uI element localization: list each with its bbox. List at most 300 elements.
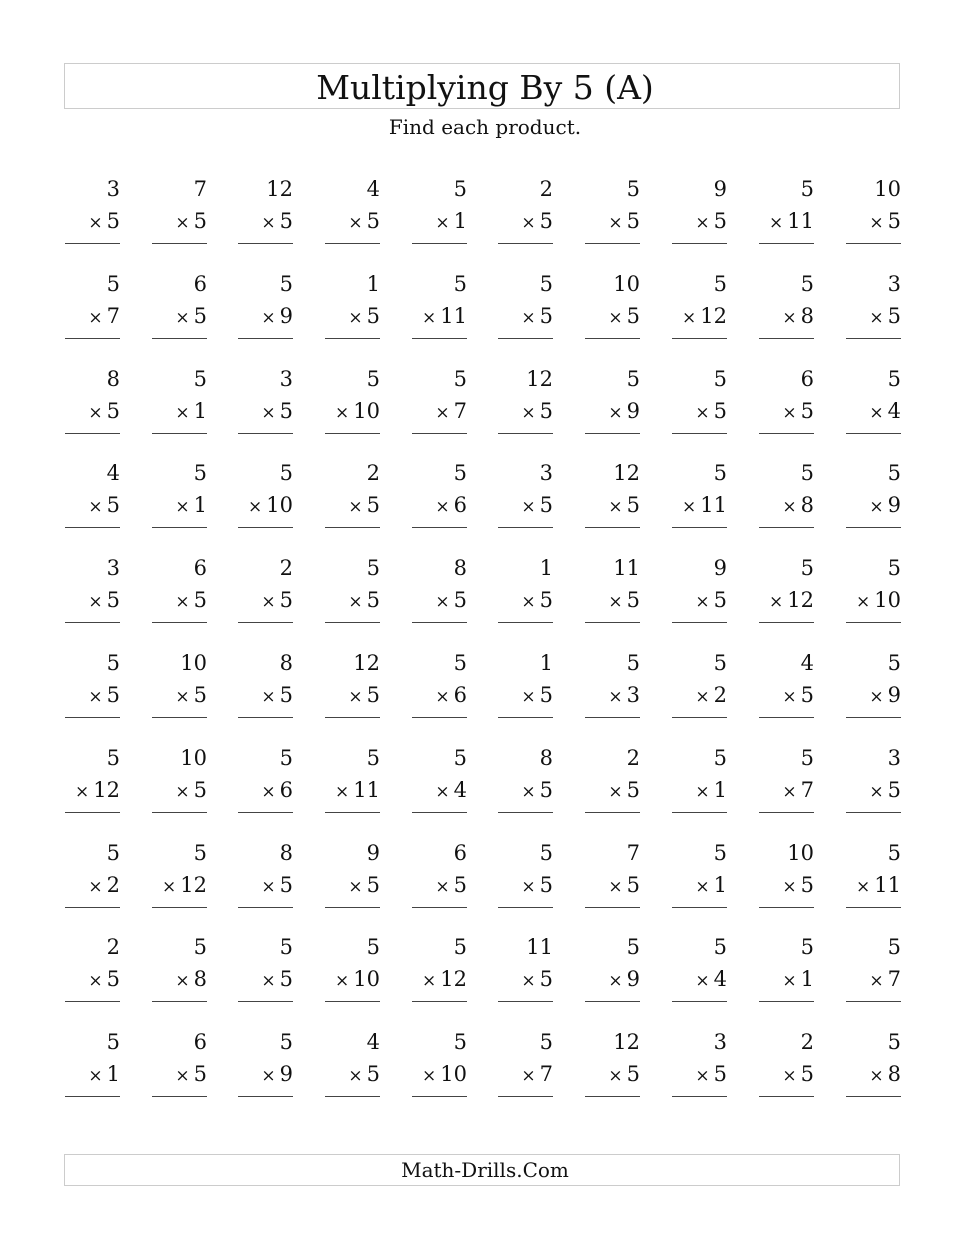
multiplicand: 4: [366, 177, 380, 201]
problem: [238, 840, 293, 910]
times-operator: ×: [682, 497, 697, 518]
answer-line: [325, 338, 380, 339]
times-operator: ×: [175, 1066, 190, 1087]
multiplicand: 5: [626, 935, 640, 960]
times-operator: ×: [608, 876, 623, 897]
multiplicand: 2: [626, 745, 640, 770]
multiplier-row: [435, 777, 467, 805]
problem: [412, 460, 467, 530]
multiplicand: 5: [106, 271, 120, 296]
answer-line: [846, 1001, 901, 1002]
multiplier-row: [856, 872, 901, 900]
multiplier: 5: [193, 303, 207, 328]
problem: [238, 650, 293, 720]
times-operator: ×: [521, 307, 536, 328]
times-operator: ×: [608, 971, 623, 992]
multiplicand: 4: [106, 461, 120, 486]
problem: [325, 1029, 380, 1099]
answer-line: [672, 622, 727, 623]
multiplier-row: [175, 587, 207, 615]
problem: [846, 555, 901, 625]
times-operator: ×: [335, 971, 350, 992]
multiplier: 5: [626, 303, 640, 328]
times-operator: ×: [261, 307, 276, 328]
times-operator: ×: [869, 971, 884, 992]
multiplicand: 1: [366, 271, 380, 296]
multiplicand: 5: [800, 271, 814, 296]
times-operator: ×: [348, 592, 363, 613]
problem: [498, 555, 553, 625]
multiplier-row: [869, 398, 901, 426]
multiplier-row: [261, 872, 293, 900]
answer-line: [238, 1096, 293, 1097]
times-operator: ×: [608, 1066, 623, 1087]
multiplier: 5: [539, 683, 553, 707]
problem: [585, 555, 640, 625]
answer-line: [152, 622, 207, 623]
multiplier: 5: [539, 588, 553, 613]
multiplier: 5: [366, 683, 380, 707]
multiplier: 6: [453, 493, 467, 518]
multiplier: 5: [106, 967, 120, 992]
multiplicand: 5: [279, 271, 293, 296]
multiplicand: 4: [366, 1030, 380, 1055]
problem: [412, 271, 467, 341]
answer-line: [498, 1096, 553, 1097]
answer-line: [759, 812, 814, 813]
answer-line: [152, 338, 207, 339]
problem: [672, 934, 727, 1004]
problem: [65, 176, 120, 246]
multiplicand: 2: [539, 177, 553, 201]
multiplicand: 11: [613, 556, 640, 581]
times-operator: ×: [782, 687, 797, 707]
multiplier-row: [521, 587, 553, 615]
multiplier-row: [521, 682, 553, 710]
multiplier: 9: [626, 967, 640, 992]
multiplicand: 5: [366, 935, 380, 960]
multiplier: 8: [800, 493, 814, 518]
multiplier: 7: [800, 777, 814, 802]
multiplier: 5: [453, 588, 467, 613]
problem: [65, 366, 120, 436]
multiplier-row: [261, 966, 293, 994]
times-operator: ×: [608, 402, 623, 423]
multiplier-row: [782, 1061, 814, 1089]
multiplier-row: [435, 682, 467, 710]
multiplier-row: [175, 682, 207, 710]
times-operator: ×: [782, 497, 797, 518]
multiplicand: 5: [626, 366, 640, 391]
times-operator: ×: [261, 213, 276, 233]
multiplier-row: [348, 682, 380, 710]
multiplier-row: [521, 1061, 553, 1089]
times-operator: ×: [769, 592, 784, 613]
multiplicand: 5: [453, 461, 467, 486]
answer-line: [152, 433, 207, 434]
multiplicand: 5: [887, 935, 901, 960]
multiplier-row: [608, 303, 640, 331]
problem: [498, 366, 553, 436]
multiplicand: 8: [453, 556, 467, 581]
times-operator: ×: [695, 781, 710, 802]
multiplicand: 5: [713, 461, 727, 486]
multiplier-row: [248, 492, 293, 520]
answer-line: [759, 243, 814, 244]
answer-line: [846, 622, 901, 623]
multiplier-row: [88, 398, 120, 426]
times-operator: ×: [88, 1066, 103, 1087]
multiplier: 5: [279, 683, 293, 707]
answer-line: [152, 907, 207, 908]
multiplier: 5: [713, 588, 727, 613]
problem: [585, 271, 640, 341]
multiplicand: 8: [539, 745, 553, 770]
problem: [498, 176, 553, 246]
multiplier: 5: [800, 872, 814, 897]
multiplier-row: [348, 872, 380, 900]
problem: [759, 934, 814, 1004]
times-operator: ×: [261, 1066, 276, 1087]
multiplicand: 5: [366, 556, 380, 581]
multiplicand: 12: [613, 1030, 640, 1055]
multiplier-row: [335, 966, 380, 994]
multiplicand: 6: [453, 840, 467, 865]
times-operator: ×: [261, 402, 276, 423]
multiplier: 5: [539, 209, 553, 233]
times-operator: ×: [521, 497, 536, 518]
problem: [238, 934, 293, 1004]
answer-line: [65, 717, 120, 718]
multiplicand: 5: [887, 366, 901, 391]
answer-line: [325, 433, 380, 434]
multiplier: 5: [800, 1062, 814, 1087]
problem: [672, 840, 727, 910]
multiplier-row: [856, 587, 901, 615]
times-operator: ×: [695, 971, 710, 992]
times-operator: ×: [248, 497, 263, 518]
problem: [846, 1029, 901, 1099]
multiplier-row: [782, 398, 814, 426]
multiplier: 1: [713, 777, 727, 802]
times-operator: ×: [175, 781, 190, 802]
multiplicand: 5: [626, 651, 640, 675]
answer-line: [585, 338, 640, 339]
multiplier-row: [88, 872, 120, 900]
problem: [238, 176, 293, 246]
answer-line: [585, 1001, 640, 1002]
footer-text: Math-Drills.Com: [401, 1158, 569, 1182]
multiplier-row: [782, 682, 814, 710]
multiplier-row: [521, 208, 553, 236]
times-operator: ×: [422, 971, 437, 992]
answer-line: [672, 338, 727, 339]
multiplier-row: [782, 303, 814, 331]
answer-line: [325, 1001, 380, 1002]
multiplier-row: [869, 208, 901, 236]
multiplier: 10: [266, 493, 293, 518]
multiplier: 5: [713, 398, 727, 423]
multiplier-row: [682, 492, 727, 520]
problem: [412, 1029, 467, 1099]
problem: [498, 745, 553, 815]
multiplicand: 5: [453, 651, 467, 675]
times-operator: ×: [782, 307, 797, 328]
problem: [846, 840, 901, 910]
multiplicand: 5: [887, 651, 901, 675]
problem: [759, 745, 814, 815]
problem: [672, 460, 727, 530]
problem: [65, 934, 120, 1004]
multiplicand: 5: [800, 556, 814, 581]
problem: [412, 650, 467, 720]
multiplier-row: [348, 492, 380, 520]
multiplier: 5: [193, 1062, 207, 1087]
times-operator: ×: [682, 307, 697, 328]
problem: [152, 271, 207, 341]
answer-line: [759, 338, 814, 339]
multiplicand: 7: [193, 177, 207, 201]
answer-line: [152, 717, 207, 718]
multiplicand: 6: [193, 271, 207, 296]
times-operator: ×: [435, 213, 450, 233]
times-operator: ×: [162, 876, 177, 897]
answer-line: [846, 433, 901, 434]
multiplier: 5: [193, 683, 207, 707]
multiplier-row: [782, 872, 814, 900]
problem: [325, 840, 380, 910]
answer-line: [498, 907, 553, 908]
answer-line: [65, 1001, 120, 1002]
answer-line: [412, 812, 467, 813]
multiplicand: 5: [106, 745, 120, 770]
answer-line: [585, 1096, 640, 1097]
times-operator: ×: [782, 781, 797, 802]
times-operator: ×: [261, 687, 276, 707]
multiplicand: 5: [887, 461, 901, 486]
multiplier: 5: [366, 588, 380, 613]
answer-line: [412, 907, 467, 908]
multiplier: 12: [180, 872, 207, 897]
problem: [846, 934, 901, 1004]
times-operator: ×: [521, 876, 536, 897]
multiplier-row: [422, 1061, 467, 1089]
problem: [759, 176, 814, 246]
problem: [238, 745, 293, 815]
problem: [585, 176, 640, 246]
multiplier-row: [608, 682, 640, 710]
multiplier: 5: [539, 493, 553, 518]
problem: [759, 366, 814, 436]
multiplier-row: [261, 682, 293, 710]
multiplier-row: [521, 872, 553, 900]
times-operator: ×: [335, 402, 350, 423]
multiplicand: 8: [279, 651, 293, 675]
multiplier: 5: [800, 683, 814, 707]
multiplicand: 5: [713, 840, 727, 865]
multiplier: 11: [874, 872, 901, 897]
multiplier-row: [88, 303, 120, 331]
multiplier: 3: [626, 683, 640, 707]
times-operator: ×: [435, 402, 450, 423]
multiplicand: 9: [366, 840, 380, 865]
multiplier-row: [348, 587, 380, 615]
multiplier-row: [162, 872, 207, 900]
multiplier: 4: [453, 777, 467, 802]
times-operator: ×: [75, 781, 90, 802]
multiplier: 5: [106, 209, 120, 233]
multiplicand: 5: [713, 745, 727, 770]
multiplier-row: [869, 303, 901, 331]
times-operator: ×: [869, 402, 884, 423]
multiplier: 5: [887, 303, 901, 328]
multiplier: 12: [93, 777, 120, 802]
multiplicand: 8: [106, 366, 120, 391]
answer-line: [65, 907, 120, 908]
times-operator: ×: [869, 213, 884, 233]
instructions: Find each product.: [388, 115, 582, 139]
problem: [325, 650, 380, 720]
multiplicand: 5: [453, 366, 467, 391]
answer-line: [238, 527, 293, 528]
multiplier-row: [782, 777, 814, 805]
multiplicand: 5: [279, 935, 293, 960]
times-operator: ×: [335, 781, 350, 802]
times-operator: ×: [88, 592, 103, 613]
multiplier-row: [422, 303, 467, 331]
times-operator: ×: [175, 213, 190, 233]
problem: [498, 1029, 553, 1099]
answer-line: [498, 338, 553, 339]
answer-line: [846, 717, 901, 718]
multiplier: 5: [106, 493, 120, 518]
times-operator: ×: [175, 687, 190, 707]
problem: [672, 366, 727, 436]
multiplier: 7: [887, 967, 901, 992]
page-title: Multiplying By 5 (A): [316, 68, 654, 107]
answer-line: [759, 622, 814, 623]
problem: [412, 840, 467, 910]
answer-line: [412, 622, 467, 623]
answer-line: [846, 812, 901, 813]
multiplier: 5: [626, 588, 640, 613]
multiplier-row: [261, 398, 293, 426]
multiplier: 5: [539, 398, 553, 423]
problem: [585, 745, 640, 815]
multiplicand: 11: [526, 935, 553, 960]
multiplier: 9: [626, 398, 640, 423]
times-operator: ×: [88, 687, 103, 707]
times-operator: ×: [869, 1066, 884, 1087]
problem: [759, 271, 814, 341]
multiplier: 5: [453, 872, 467, 897]
times-operator: ×: [435, 497, 450, 518]
answer-line: [238, 243, 293, 244]
answer-line: [672, 527, 727, 528]
times-operator: ×: [608, 592, 623, 613]
multiplicand: 12: [526, 366, 553, 391]
problem: [498, 840, 553, 910]
multiplier: 10: [353, 967, 380, 992]
multiplier: 5: [626, 1062, 640, 1087]
multiplier-row: [261, 208, 293, 236]
multiplier: 1: [106, 1062, 120, 1087]
multiplicand: 5: [887, 556, 901, 581]
times-operator: ×: [88, 402, 103, 423]
times-operator: ×: [521, 592, 536, 613]
multiplicand: 4: [800, 651, 814, 675]
multiplier-row: [175, 208, 207, 236]
multiplicand: 5: [539, 840, 553, 865]
multiplier: 1: [453, 209, 467, 233]
times-operator: ×: [261, 971, 276, 992]
multiplier: 10: [353, 398, 380, 423]
answer-line: [152, 243, 207, 244]
times-operator: ×: [695, 213, 710, 233]
multiplier-row: [521, 398, 553, 426]
times-operator: ×: [608, 307, 623, 328]
answer-line: [846, 243, 901, 244]
multiplicand: 3: [887, 271, 901, 296]
answer-line: [238, 338, 293, 339]
times-operator: ×: [608, 497, 623, 518]
times-operator: ×: [521, 402, 536, 423]
multiplier-row: [521, 966, 553, 994]
answer-line: [672, 433, 727, 434]
multiplier: 9: [279, 1062, 293, 1087]
multiplier: 5: [713, 209, 727, 233]
multiplicand: 5: [279, 745, 293, 770]
multiplier: 1: [193, 493, 207, 518]
times-operator: ×: [88, 497, 103, 518]
multiplier: 11: [700, 493, 727, 518]
multiplier-row: [261, 1061, 293, 1089]
answer-line: [412, 1096, 467, 1097]
answer-line: [498, 243, 553, 244]
multiplicand: 3: [106, 556, 120, 581]
problem: [412, 745, 467, 815]
multiplicand: 5: [800, 177, 814, 201]
times-operator: ×: [695, 1066, 710, 1087]
multiplicand: 10: [180, 651, 207, 675]
multiplier-row: [521, 777, 553, 805]
answer-line: [65, 433, 120, 434]
multiplier-row: [88, 966, 120, 994]
multiplier-row: [261, 777, 293, 805]
multiplicand: 5: [800, 935, 814, 960]
answer-line: [585, 812, 640, 813]
multiplier: 9: [279, 303, 293, 328]
multiplier: 7: [539, 1062, 553, 1087]
multiplier-row: [348, 303, 380, 331]
multiplier-row: [695, 777, 727, 805]
answer-line: [846, 1096, 901, 1097]
multiplier-row: [869, 492, 901, 520]
problem: [325, 271, 380, 341]
answer-line: [65, 812, 120, 813]
answer-line: [672, 1001, 727, 1002]
multiplicand: 5: [713, 935, 727, 960]
multiplier-row: [422, 966, 467, 994]
multiplicand: 5: [713, 271, 727, 296]
multiplier-row: [88, 1061, 120, 1089]
multiplier-row: [869, 1061, 901, 1089]
multiplier-row: [348, 1061, 380, 1089]
problem: [238, 555, 293, 625]
problem: [672, 650, 727, 720]
times-operator: ×: [608, 213, 623, 233]
times-operator: ×: [869, 687, 884, 707]
